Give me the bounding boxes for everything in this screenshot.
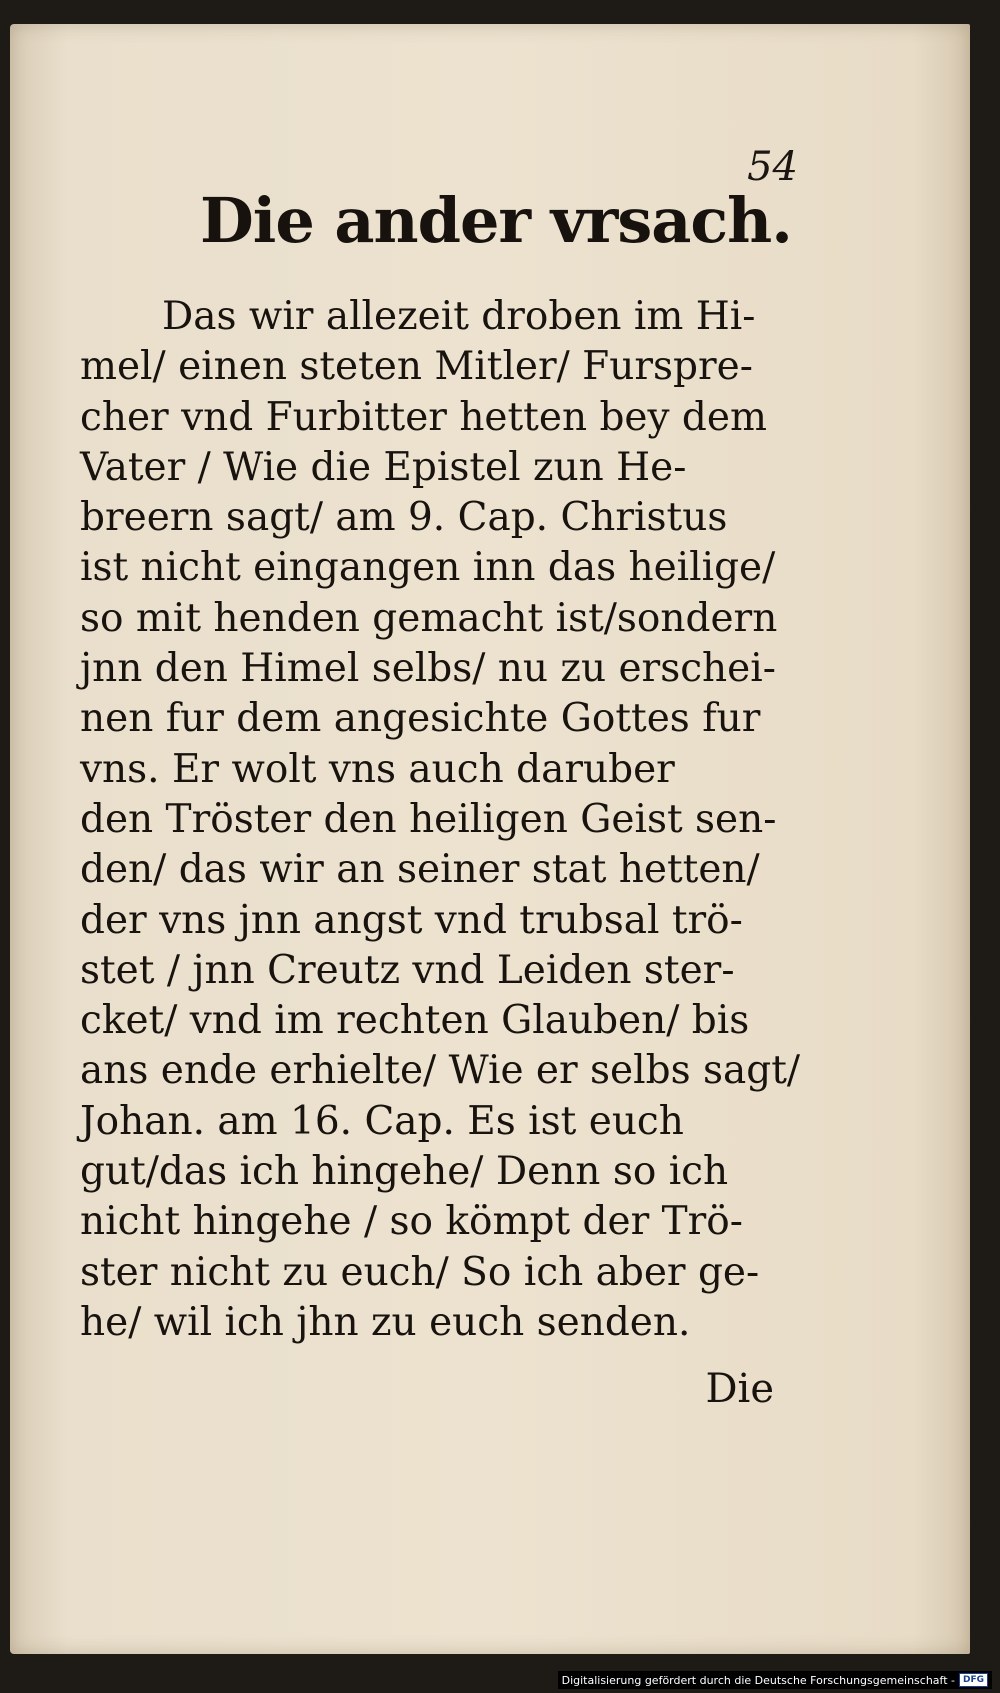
text-line: ist nicht eingangen inn das heilige/ [80, 545, 776, 591]
text-line: gut/das ich hingehe/ Denn so ich [80, 1149, 729, 1195]
text-line: Johan. am 16. Cap. Es ist euch [80, 1098, 684, 1144]
page-number: 54 [747, 144, 798, 190]
text-line: so mit henden gemacht ist/sondern [80, 595, 778, 641]
text-line: Das wir allezeit droben im Hi- [162, 294, 756, 339]
catchword: Die [705, 1366, 774, 1412]
text-line: den/ das wir an seiner stat hetten/ [80, 847, 760, 893]
dfg-logo: DFG [959, 1673, 988, 1687]
text-line: ster nicht zu euch/ So ich aber ge- [80, 1249, 760, 1295]
text-line: vns. Er wolt vns auch daruber [80, 746, 675, 792]
text-line: stet / jnn Creutz vnd Leiden ster- [80, 947, 735, 993]
text-line: jnn den Himel selbs/ nu zu erschei- [80, 646, 776, 692]
text-line: mel/ einen steten Mitler/ Fursprе- [80, 344, 753, 390]
body-text [80, 292, 850, 1348]
text-line: den Tröster den heiligen Geist sen- [80, 796, 777, 842]
text-line: cket/ vnd im rechten Glauben/ bis [80, 998, 750, 1044]
text-line: nicht hingehe / so kömpt der Trö- [80, 1199, 743, 1245]
text-line: nen fur dem angesichte Gottes fur [80, 696, 761, 742]
page-heading: Die ander vrsach. [200, 184, 792, 257]
text-line: ans ende erhielte/ Wie er selbs sagt/ [80, 1048, 801, 1094]
digitization-credit [558, 1671, 992, 1689]
text-line: der vns jnn angst vnd trubsal trö- [80, 897, 743, 943]
credit-text: Digitalisierung gefördert durch die Deutsche Forschungsgemeinschaft - [561, 1673, 955, 1687]
book-page [10, 24, 970, 1654]
text-line: he/ wil ich jhn zu euch senden. [80, 1299, 691, 1345]
text-line: Vater / Wie die Epistel zun He- [80, 444, 687, 490]
text-line: cher vnd Furbitter hetten bey dem [80, 394, 767, 440]
text-line: breern sagt/ am 9. Cap. Christus [80, 495, 728, 541]
